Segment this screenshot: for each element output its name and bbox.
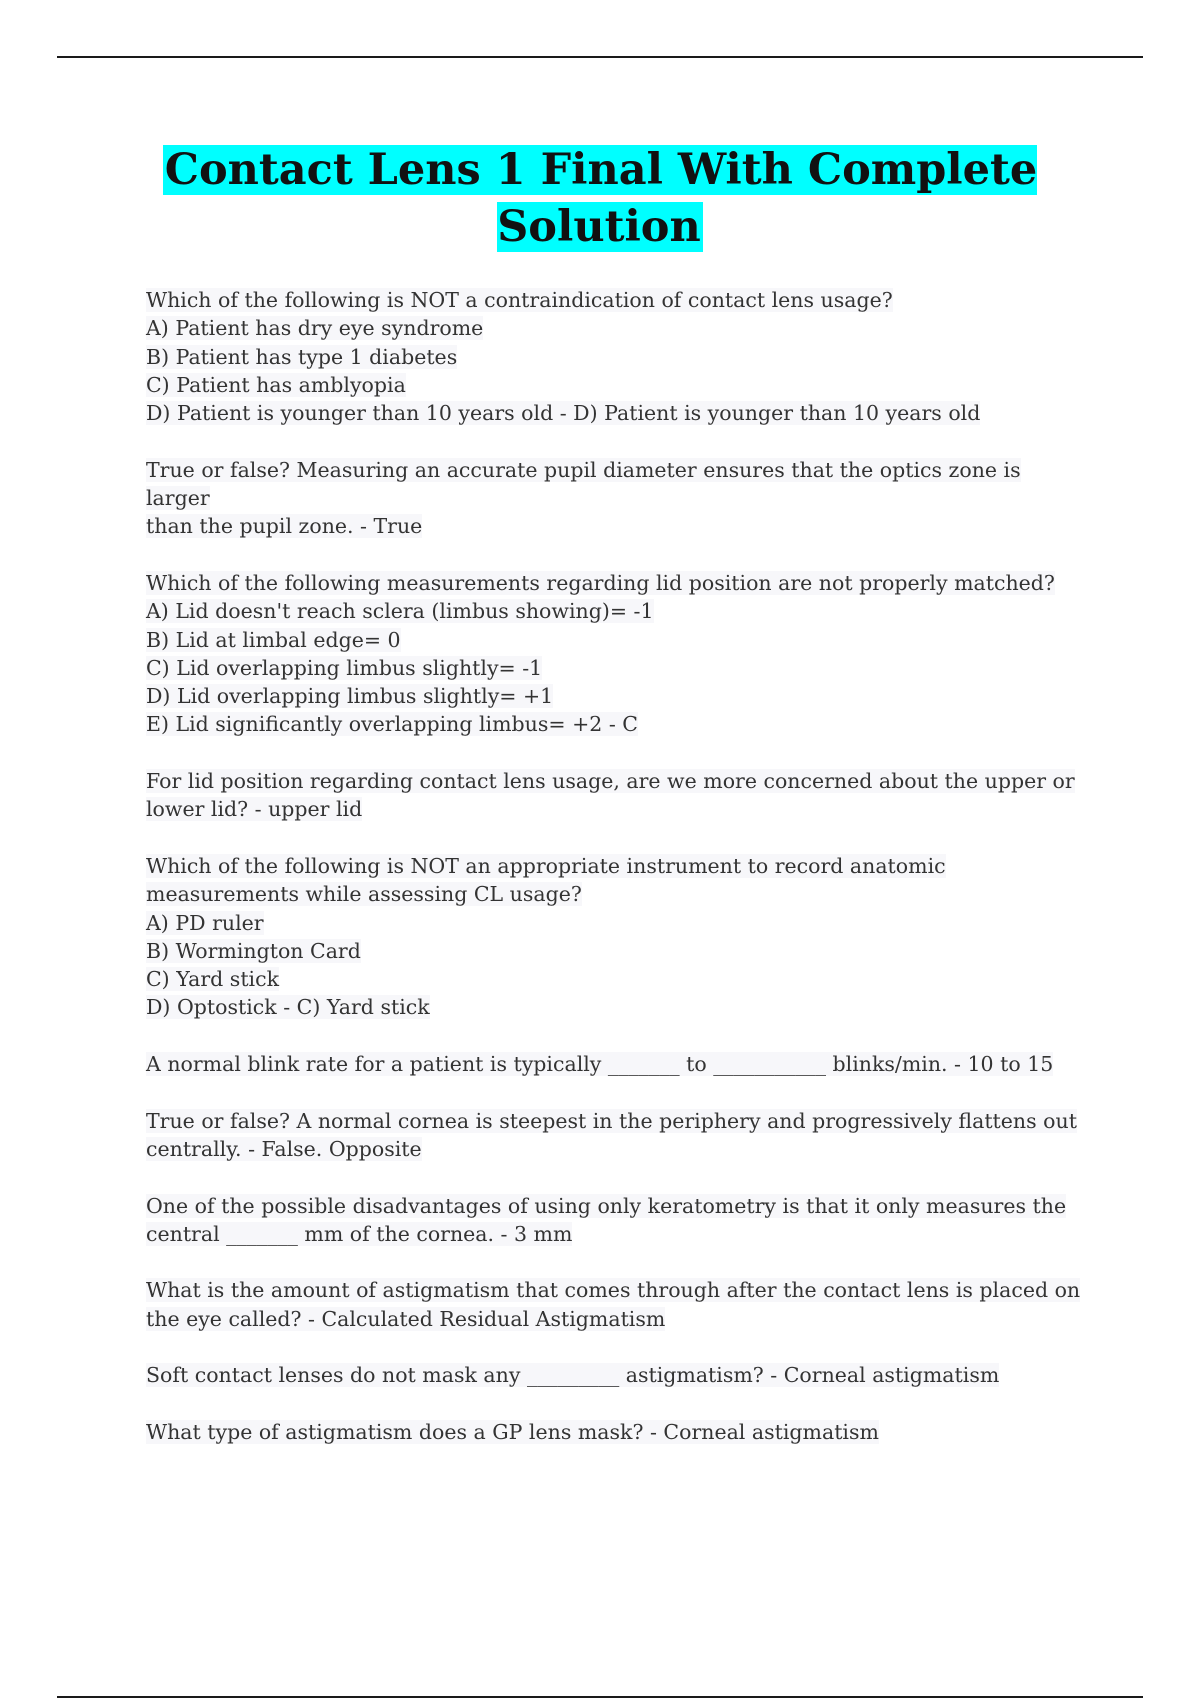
qa-line <box>146 371 1086 399</box>
footer-rule <box>57 1696 1143 1698</box>
qa-line <box>146 852 1086 880</box>
qa-line <box>146 1192 1086 1220</box>
qa-line <box>146 569 1086 597</box>
title-block <box>60 142 1140 256</box>
qa-line <box>146 512 1086 540</box>
qa-item <box>146 1192 1086 1249</box>
qa-item <box>146 852 1086 1022</box>
qa-line <box>146 710 1086 738</box>
qa-line <box>146 1220 1086 1248</box>
qa-line <box>146 965 1086 993</box>
qa-line-text: central _______ mm of the cornea. - 3 mm <box>146 1221 573 1246</box>
qa-line <box>146 795 1086 823</box>
qa-line <box>146 993 1086 1021</box>
qa-line-text: Soft contact lenses do not mask any _________ astigmatism? - Corneal astigmatism <box>146 1363 1000 1388</box>
qa-line-text: D) Optostick - C) Yard stick <box>146 995 430 1020</box>
qa-line-text: One of the possible disadvantages of using only keratometry is that it only measures the <box>146 1193 1067 1218</box>
qa-line <box>146 1107 1086 1135</box>
qa-line <box>146 1135 1086 1163</box>
qa-line <box>146 1276 1086 1304</box>
qa-line <box>146 597 1086 625</box>
qa-line-text: the eye called? - Calculated Residual Astigmatism <box>146 1306 666 1331</box>
qa-item <box>146 1050 1086 1078</box>
qa-line-text: E) Lid significantly overlapping limbus= +2 - C <box>146 712 638 737</box>
qa-line-text: B) Lid at limbal edge= 0 <box>146 627 401 652</box>
qa-line <box>146 1418 1086 1446</box>
qa-line <box>146 937 1086 965</box>
qa-line-text: A) Lid doesn't reach sclera (limbus showing)= -1 <box>146 599 654 624</box>
qa-item <box>146 1361 1086 1389</box>
qa-line <box>146 1361 1086 1389</box>
qa-line-text: A normal blink rate for a patient is typically _______ to ___________ blinks/min. - 10 to 15 <box>146 1052 1054 1077</box>
qa-line <box>146 456 1086 513</box>
qa-line-text: than the pupil zone. - True <box>146 514 423 539</box>
qa-line <box>146 626 1086 654</box>
qa-line <box>146 1050 1086 1078</box>
qa-line-text: measurements while assessing CL usage? <box>146 882 582 907</box>
qa-item <box>146 767 1086 824</box>
qa-line <box>146 286 1086 314</box>
qa-line-text: Which of the following measurements regarding lid position are not properly matched? <box>146 570 1055 595</box>
page-title: Contact Lens 1 Final With Complete Solution <box>164 145 1038 252</box>
qa-line <box>146 767 1086 795</box>
question-list <box>146 286 1086 1474</box>
qa-line-text: True or false? Measuring an accurate pupil diameter ensures that the optics zone is larger <box>146 457 1021 511</box>
qa-line-text: True or false? A normal cornea is steepest in the periphery and progressively flattens out <box>146 1108 1077 1133</box>
qa-item <box>146 1418 1086 1446</box>
qa-line-text: Which of the following is NOT a contraindication of contact lens usage? <box>146 288 893 312</box>
qa-line-text: B) Patient has type 1 diabetes <box>146 344 458 369</box>
qa-line-text: D) Patient is younger than 10 years old - D) Patient is younger than 10 years old <box>146 401 981 426</box>
qa-line-text: C) Lid overlapping limbus slightly= -1 <box>146 655 543 680</box>
qa-line-text: A) Patient has dry eye syndrome <box>146 316 484 341</box>
qa-line <box>146 909 1086 937</box>
qa-line <box>146 654 1086 682</box>
qa-line-text: centrally. - False. Opposite <box>146 1136 422 1161</box>
qa-line-text: D) Lid overlapping limbus slightly= +1 <box>146 684 554 709</box>
qa-line <box>146 682 1086 710</box>
qa-line <box>146 1305 1086 1333</box>
qa-line-text: Which of the following is NOT an appropriate instrument to record anatomic <box>146 853 946 878</box>
qa-line <box>146 314 1086 342</box>
qa-line-text: C) Yard stick <box>146 967 280 992</box>
qa-line-text: lower lid? - upper lid <box>146 797 363 822</box>
qa-item <box>146 456 1086 541</box>
qa-line <box>146 399 1086 427</box>
qa-line <box>146 880 1086 908</box>
qa-item <box>146 1276 1086 1333</box>
qa-line-text: B) Wormington Card <box>146 938 361 963</box>
qa-line-text: What type of astigmatism does a GP lens mask? - Corneal astigmatism <box>146 1419 879 1444</box>
qa-line-text: A) PD ruler <box>146 910 264 935</box>
qa-line-text: C) Patient has amblyopia <box>146 372 406 397</box>
qa-line-text: For lid position regarding contact lens usage, are we more concerned about the upper or <box>146 769 1075 794</box>
qa-item <box>146 1107 1086 1164</box>
qa-item <box>146 569 1086 739</box>
qa-line-text: What is the amount of astigmatism that comes through after the contact lens is placed on <box>146 1278 1081 1303</box>
qa-line <box>146 343 1086 371</box>
qa-item <box>146 286 1086 427</box>
header-rule <box>57 56 1143 58</box>
